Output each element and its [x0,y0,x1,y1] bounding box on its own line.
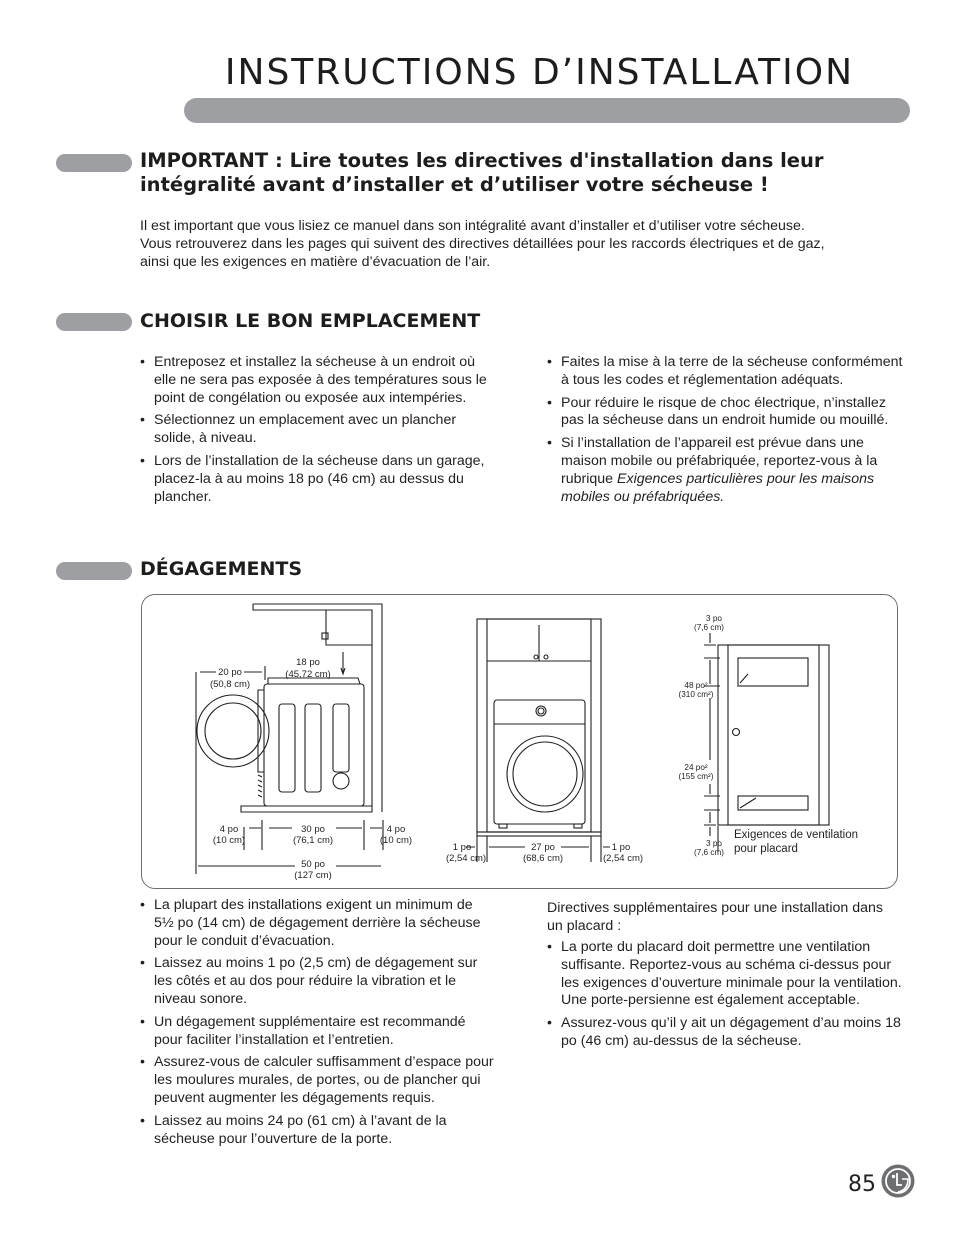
list-item: • La plupart des installations exigent un minimum de 5½ po (14 cm) de dégagement derrière la sécheuse pour le conduit d’évacuation. [140,897,495,950]
dim-label: 3 po [706,839,722,848]
list-item: • La porte du placard doit permettre une ventilation suffisante. Reportez-vous au schéma ci-dessus pour les exigences d’ouverture minimale pour la ventilation. Une porte-persienne est également acceptable. [547,939,907,1010]
dim-label: 4 po [386,824,406,835]
dim-label: 4 po [219,824,239,835]
list-item: • Faites la mise à la terre de la sécheuse conformément à tous les codes et réglementation adéquats. [547,354,907,390]
paragraph-line: ainsi que les exigences en matière d’évacuation de l’air. [140,254,491,270]
closet-door-drawing [704,633,829,852]
list-item: • Assurez-vous qu’il y ait un dégagement d’au moins 18 po (46 cm) au-dessus de la sécheuse. [547,1015,907,1051]
page-number: 85 [848,1172,876,1197]
lg-logo-icon [881,1164,915,1198]
list-item: • Pour réduire le risque de choc électrique, n’installez pas la sécheuse dans un endroit humide ou mouillé. [547,395,907,431]
degagements-right-list [547,939,907,1056]
list-item-italic: Exigences particulières pour les maisons mobiles ou préfabriquées. [561,470,875,505]
dim-label: (68,6 cm) [522,853,564,864]
closet-caption: pour placard [734,843,798,855]
list-item: • Lors de l’installation de la sécheuse dans un garage, placez-la à au moins 18 po (46 cm) au dessus du plancher. [140,453,495,506]
closet-intro: Directives supplémentaires pour une installation dans un placard : [547,900,883,934]
paragraph-line: Vous retrouverez dans les pages qui suivent des directives détaillées pour les raccords électriques et de gaz, [140,236,825,252]
dim-label: (76,1 cm) [292,835,334,846]
list-item: • Sélectionnez un emplacement avec un plancher solide, à niveau. [140,412,495,448]
dim-label: 24 po² [684,763,708,772]
important-heading-rest: Lire toutes les directives d'installation dans leur [289,149,824,172]
dim-label: (2,54 cm) [602,853,644,864]
dim-label: (7,6 cm) [693,848,725,857]
list-item: • Assurez-vous de calculer suffisamment d’espace pour les moulures murales, de portes, ou de plancher qui peuvent augmenter les dégagements requis. [140,1054,495,1107]
degagements-left-list [140,897,495,1153]
dim-label: 1 po [452,842,472,853]
front-view-drawing [466,619,610,862]
dim-label: (7,6 cm) [693,623,725,632]
dim-label: 18 po [296,657,320,668]
dim-label: 30 po [301,824,325,835]
dim-label: (10 cm) [212,835,246,846]
dim-label: 48 po² [684,681,708,690]
choisir-heading: CHOISIR LE BON EMPLACEMENT [140,310,481,332]
paragraph-line: Il est important que vous lisiez ce manuel dans son intégralité avant d’installer et d’utiliser votre sécheuse. [140,218,805,234]
dim-label: 27 po [531,842,555,853]
dim-label: (155 cm²) [678,772,714,781]
dim-label: 1 po [611,842,631,853]
dim-label: 3 po [706,614,722,623]
dim-label: (45,72 cm) [285,669,331,680]
list-item: • Un dégagement supplémentaire est recommandé pour faciliter l’installation et l’entretien. [140,1014,495,1050]
important-label: IMPORTANT : [140,149,283,172]
list-item: • Laissez au moins 1 po (2,5 cm) de dégagement sur les côtés et au dos pour réduire la vibration et le niveau sonore. [140,955,495,1008]
dim-label: (127 cm) [294,870,332,881]
dim-label: 20 po [218,667,242,678]
page-title: INSTRUCTIONS D’INSTALLATION [224,52,854,93]
dim-label: 50 po [301,859,325,870]
dim-label: (50,8 cm) [209,679,251,690]
degagements-heading: DÉGAGEMENTS [140,558,303,580]
dim-label: (10 cm) [379,835,413,846]
dim-label: (2,54 cm) [445,853,487,864]
list-item: • Entreposez et installez la sécheuse à un endroit où elle ne sera pas exposée à des températures sous le point de congélation ou exposée aux intempéries. [140,354,495,407]
important-heading-line2: intégralité avant d’installer et d’utiliser votre sécheuse ! [140,173,769,196]
closet-caption: Exigences de ventilation [734,829,859,841]
list-item: • Laissez au moins 24 po (61 cm) à l’avant de la sécheuse pour l’ouverture de la porte. [140,1113,495,1149]
list-item-text: Si l’installation de l’appareil est prévue dans une maison mobile ou préfabriquée, reportez-vous à la rubrique [561,435,878,487]
dim-label: (310 cm²) [678,690,714,699]
lg-logo-text: LG [898,1197,900,1198]
